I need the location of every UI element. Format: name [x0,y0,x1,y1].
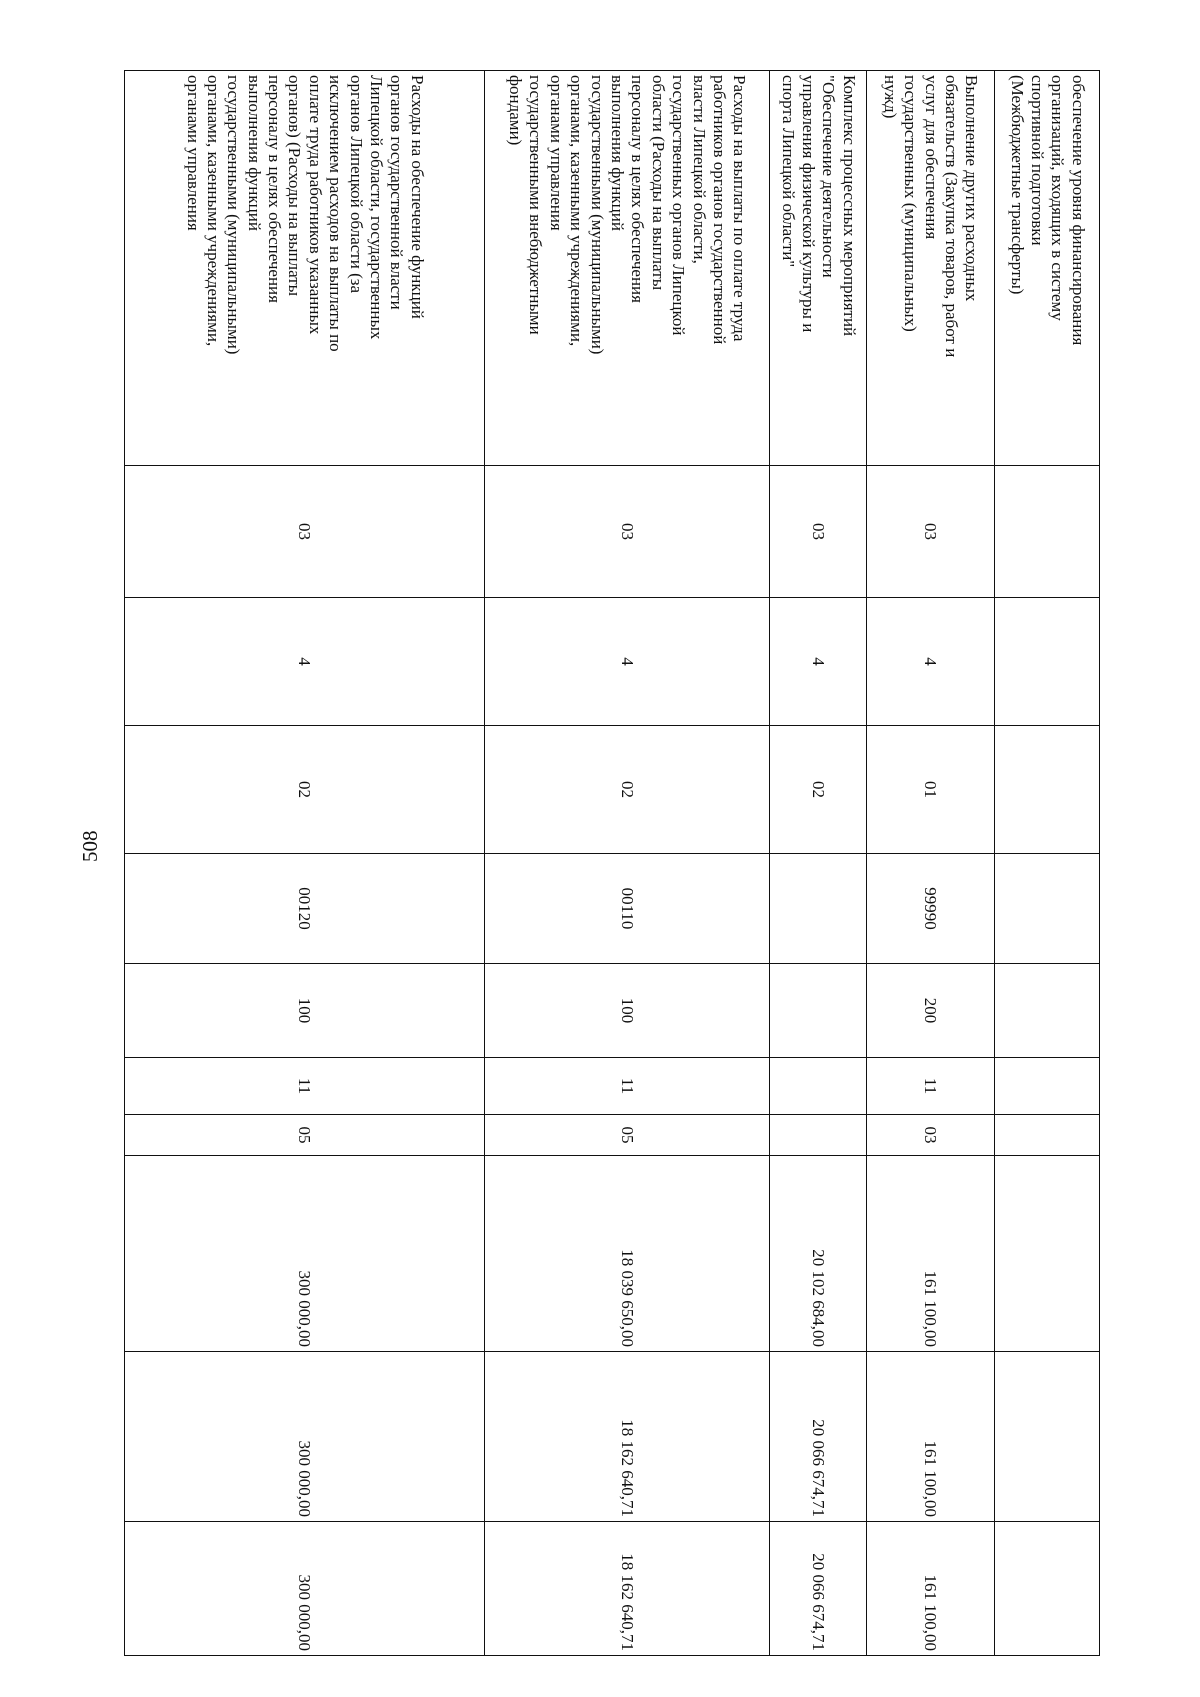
rotated-table-wrapper [125,70,1100,1655]
table-row [995,71,1100,1656]
cell-code-1: 03 [125,466,485,598]
cell-code-6: 11 [867,1058,995,1115]
cell-code-1: 03 [867,466,995,598]
cell-code-5: 100 [125,964,485,1058]
cell-code-7 [995,1115,1100,1156]
cell-amount-2 [995,1352,1100,1522]
page-number: 508 [78,830,102,862]
cell-code-7 [770,1115,867,1156]
cell-code-3: 02 [770,726,867,854]
cell-code-6: 11 [485,1058,770,1115]
cell-amount-3: 300 000,00 [125,1522,485,1656]
cell-amount-1: 20 102 684,00 [770,1156,867,1352]
row-description: Расходы на обеспечение функций органов государственной власти Липецкой области, государственных органов Липецкой области (за исключением расходов на выплаты по оплате труда работников указанных органов) (Расходы на выплаты персоналу в целях обеспечения выполнения функций государственными (муниципальными) органами, казенными учреждениями, органами управления [125,71,485,466]
cell-code-2: 4 [125,598,485,726]
cell-code-5: 200 [867,964,995,1058]
budget-table [124,70,1100,1656]
cell-amount-2: 20 066 674,71 [770,1352,867,1522]
cell-amount-1: 161 100,00 [867,1156,995,1352]
cell-code-5 [995,964,1100,1058]
cell-code-3 [995,726,1100,854]
cell-amount-2: 18 162 640,71 [485,1352,770,1522]
table-row [125,71,485,1656]
table-row [485,71,770,1656]
cell-code-7: 05 [125,1115,485,1156]
cell-amount-3: 161 100,00 [867,1522,995,1656]
cell-code-2 [995,598,1100,726]
cell-code-2: 4 [770,598,867,726]
cell-code-4 [995,854,1100,964]
cell-code-4: 00120 [125,854,485,964]
cell-code-2: 4 [485,598,770,726]
cell-code-2: 4 [867,598,995,726]
cell-amount-3 [995,1522,1100,1656]
cell-code-7: 03 [867,1115,995,1156]
cell-amount-3: 20 066 674,71 [770,1522,867,1656]
row-description: Выполнение других расходных обязательств (Закупка товаров, работ и услуг для обеспечения государственных (муниципальных) нужд) [867,71,995,466]
cell-amount-3: 18 162 640,71 [485,1522,770,1656]
row-description: Расходы на выплаты по оплате труда работников органов государственной власти Липецкой области, государственных органов Липецкой области (Расходы на выплаты персоналу в целях обеспечения выполнения функций государственными (муниципальными) органами, казенными учреждениями, органами управления государственными внебюджетными фондами) [485,71,770,466]
cell-amount-1: 18 039 650,00 [485,1156,770,1352]
table-row [770,71,867,1656]
cell-code-4 [770,854,867,964]
cell-code-6: 11 [125,1058,485,1115]
cell-code-3: 01 [867,726,995,854]
cell-amount-1 [995,1156,1100,1352]
cell-code-4: 99990 [867,854,995,964]
cell-code-1: 03 [770,466,867,598]
cell-code-1: 03 [485,466,770,598]
cell-amount-2: 300 000,00 [125,1352,485,1522]
cell-code-5: 100 [485,964,770,1058]
cell-code-6 [995,1058,1100,1115]
cell-code-6 [770,1058,867,1115]
cell-code-1 [995,466,1100,598]
cell-code-5 [770,964,867,1058]
cell-amount-2: 161 100,00 [867,1352,995,1522]
cell-code-7: 05 [485,1115,770,1156]
row-description: обеспечение уровня финансирования организаций, входящих в систему спортивной подготовки (Межбюджетные трансферты) [995,71,1100,466]
table-row [867,71,995,1656]
cell-code-3: 02 [125,726,485,854]
cell-code-3: 02 [485,726,770,854]
row-description: Комплекс процессных мероприятий "Обеспечение деятельности управления физической культуры и спорта Липецкой области" [770,71,867,466]
cell-code-4: 00110 [485,854,770,964]
cell-amount-1: 300 000,00 [125,1156,485,1352]
